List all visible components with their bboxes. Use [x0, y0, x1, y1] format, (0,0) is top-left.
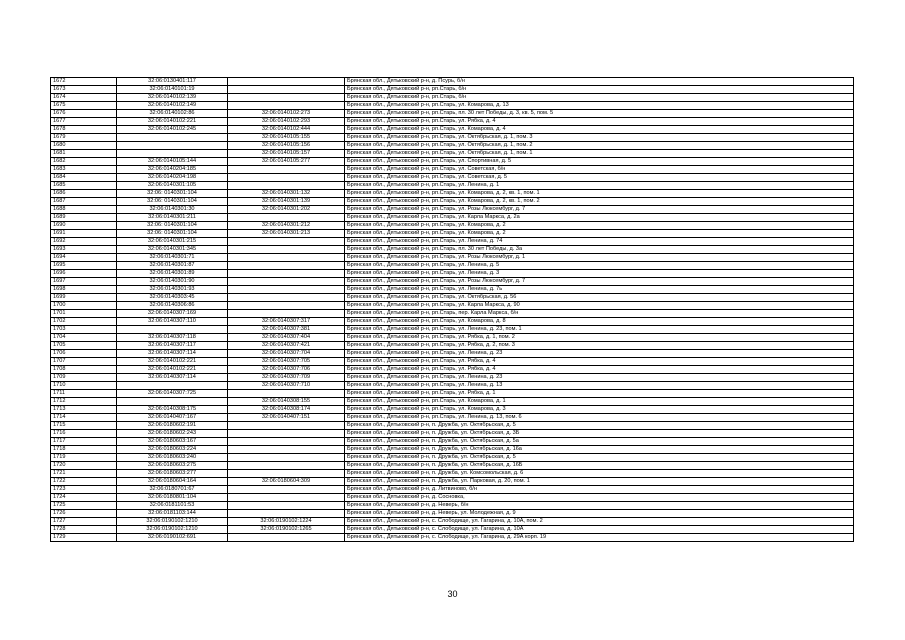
- address-cell: Брянская обл., Дятьковский р-н, рп.Старь, ул. Ленина, д. 23: [345, 374, 854, 382]
- object-cadastral-number-cell: 32:06:0140301:212: [228, 222, 345, 230]
- row-number-cell: 1688: [51, 206, 117, 214]
- address-cell: Брянская обл., Дятьковский р-н, рп.Старь, ул. Октябрьская, д. 56: [345, 294, 854, 302]
- row-number-cell: 1672: [51, 78, 117, 86]
- object-cadastral-number-cell: 32:06:0140308:155: [228, 398, 345, 406]
- cadastral-number-cell: 32:06:0140306:86: [117, 302, 228, 310]
- table-row: [51, 454, 854, 462]
- object-cadastral-number-cell: [228, 262, 345, 270]
- address-cell: Брянская обл., Дятьковский р-н, рп.Старь, ул. Комарова, д. 2: [345, 222, 854, 230]
- object-cadastral-number-cell: 32:06:0140102:273: [228, 110, 345, 118]
- address-cell: Брянская обл., Дятьковский р-н, рп.Старь, ул. Ленина, д. 23, пом. 1: [345, 326, 854, 334]
- address-cell: Брянская обл., Дятьковский р-н, рп.Старь, ул. Спортивная, д. 5: [345, 158, 854, 166]
- object-cadastral-number-cell: [228, 502, 345, 510]
- table-row: [51, 334, 854, 342]
- cadastral-number-cell: 32:06:0140307:114: [117, 350, 228, 358]
- row-number-cell: 1681: [51, 150, 117, 158]
- object-cadastral-number-cell: [228, 166, 345, 174]
- address-cell: Брянская обл., Дятьковский р-н, д. Литвиново, б/н: [345, 486, 854, 494]
- cadastral-number-cell: 32:06:0140102:149: [117, 102, 228, 110]
- object-cadastral-number-cell: [228, 486, 345, 494]
- table-row: [51, 342, 854, 350]
- row-number-cell: 1722: [51, 478, 117, 486]
- row-number-cell: 1716: [51, 430, 117, 438]
- address-cell: Брянская обл., Дятьковский р-н, рп.Старь, ул. Комарова, д. 2, кв. 1, пом. 2: [345, 198, 854, 206]
- row-number-cell: 1683: [51, 166, 117, 174]
- table-row: [51, 142, 854, 150]
- cadastral-number-cell: 32:06:0140301:71: [117, 254, 228, 262]
- address-cell: Брянская обл., Дятьковский р-н, рп.Старь, ул. Комарова, д. 2, кв. 1, пом. 1: [345, 190, 854, 198]
- cadastral-number-cell: 32:06:0140204:185: [117, 166, 228, 174]
- row-number-cell: 1689: [51, 214, 117, 222]
- cadastral-number-cell: 32:06:0180604:164: [117, 478, 228, 486]
- table-row: [51, 470, 854, 478]
- table-row: [51, 526, 854, 534]
- cadastral-number-cell: 32:06:0140307:117: [117, 342, 228, 350]
- object-cadastral-number-cell: 32:06:0140307:317: [228, 318, 345, 326]
- cadastral-number-cell: 32:06:0190102:1210: [117, 526, 228, 534]
- row-number-cell: 1691: [51, 230, 117, 238]
- object-cadastral-number-cell: 32:06:0140301:202: [228, 206, 345, 214]
- table-row: [51, 190, 854, 198]
- row-number-cell: 1719: [51, 454, 117, 462]
- row-number-cell: 1673: [51, 86, 117, 94]
- cadastral-number-cell: 32:06:0181103:144: [117, 510, 228, 518]
- cadastral-number-cell: 32:06:0181101:53: [117, 502, 228, 510]
- row-number-cell: 1692: [51, 238, 117, 246]
- row-number-cell: 1700: [51, 302, 117, 310]
- cadastral-number-cell: 32:06:0140102:221: [117, 358, 228, 366]
- row-number-cell: 1680: [51, 142, 117, 150]
- object-cadastral-number-cell: [228, 86, 345, 94]
- table-row: [51, 510, 854, 518]
- object-cadastral-number-cell: [228, 422, 345, 430]
- address-cell: Брянская обл., Дятьковский р-н, рп.Старь, ул. Ленина, д. 3: [345, 270, 854, 278]
- table-row: [51, 94, 854, 102]
- object-cadastral-number-cell: 32:06:0140307:709: [228, 374, 345, 382]
- object-cadastral-number-cell: [228, 254, 345, 262]
- object-cadastral-number-cell: 32:06:0140301:132: [228, 190, 345, 198]
- address-cell: Брянская обл., Дятьковский р-н, рп.Старь, ул. Розы Люксембург, д. 1: [345, 254, 854, 262]
- row-number-cell: 1724: [51, 494, 117, 502]
- cadastral-number-cell: 32:06:0180701:67: [117, 486, 228, 494]
- row-number-cell: 1712: [51, 398, 117, 406]
- object-cadastral-number-cell: [228, 278, 345, 286]
- row-number-cell: 1696: [51, 270, 117, 278]
- cadastral-number-cell: 32:06:0140308:175: [117, 406, 228, 414]
- address-cell: Брянская обл., Дятьковский р-н, рп.Старь, ул. Комарова, д. 2: [345, 230, 854, 238]
- page-number: 30: [447, 589, 458, 599]
- cadastral-number-cell: 32:06:0140307:725: [117, 390, 228, 398]
- object-cadastral-number-cell: [228, 390, 345, 398]
- object-cadastral-number-cell: 32:06:0140301:139: [228, 198, 345, 206]
- table-row: [51, 358, 854, 366]
- table-row: [51, 270, 854, 278]
- address-cell: Брянская обл., Дятьковский р-н, рп.Старь, б/н: [345, 94, 854, 102]
- cadastral-number-cell: 32:06: 0140301:104: [117, 230, 228, 238]
- object-cadastral-number-cell: [228, 182, 345, 190]
- table-row: [51, 502, 854, 510]
- row-number-cell: 1729: [51, 534, 117, 542]
- table-row: [51, 406, 854, 414]
- address-cell: Брянская обл., Дятьковский р-н, рп.Старь, ул. Ленина, д. 13, пом. 6: [345, 414, 854, 422]
- address-cell: Брянская обл., Дятьковский р-н, с. Слободище, ул. Гагарина, д. 10А: [345, 526, 854, 534]
- cadastral-number-cell: 32:06:0140407:167: [117, 414, 228, 422]
- object-cadastral-number-cell: 32:06:0140308:174: [228, 406, 345, 414]
- table-row: [51, 446, 854, 454]
- address-cell: Брянская обл., Дятьковский р-н, рп.Старь, пл. 30 лет Победы, д. 3, кв. 5, пом. 5: [345, 110, 854, 118]
- cadastral-number-cell: 32:06:0180603:224: [117, 446, 228, 454]
- address-cell: Брянская обл., Дятьковский р-н, рп.Старь, пер. Карла Маркса, б/н: [345, 310, 854, 318]
- object-cadastral-number-cell: [228, 454, 345, 462]
- address-cell: Брянская обл., Дятьковский р-н, д. Неверь, ул. Молодежная, д. 9: [345, 510, 854, 518]
- object-cadastral-number-cell: 32:06:0140307:421: [228, 342, 345, 350]
- cadastral-number-cell: 32:06:0180602:243: [117, 430, 228, 438]
- address-cell: Брянская обл., Дятьковский р-н, рп.Старь, ул. Рябка, д. 1: [345, 390, 854, 398]
- cadastral-number-cell: 32:06: 0140301:104: [117, 190, 228, 198]
- cadastral-number-cell: [117, 398, 228, 406]
- object-cadastral-number-cell: [228, 270, 345, 278]
- cadastral-number-cell: 32:06:0140301:30: [117, 206, 228, 214]
- cadastral-number-cell: 32:06:0140301:87: [117, 262, 228, 270]
- object-cadastral-number-cell: [228, 214, 345, 222]
- object-cadastral-number-cell: [228, 438, 345, 446]
- row-number-cell: 1721: [51, 470, 117, 478]
- table-row: [51, 118, 854, 126]
- table-row: [51, 518, 854, 526]
- table-row: [51, 166, 854, 174]
- table-row: [51, 262, 854, 270]
- table-row: [51, 430, 854, 438]
- address-cell: Брянская обл., Дятьковский р-н, рп.Старь, ул. Советская, б/н: [345, 166, 854, 174]
- address-cell: Брянская обл., Дятьковский р-н, рп.Старь, ул. Комарова, д. 4: [345, 126, 854, 134]
- cadastral-number-cell: 32:06:0140301:90: [117, 278, 228, 286]
- cadastral-number-cell: [117, 150, 228, 158]
- cadastral-number-cell: 32:06:0140307:118: [117, 334, 228, 342]
- row-number-cell: 1711: [51, 390, 117, 398]
- row-number-cell: 1674: [51, 94, 117, 102]
- row-number-cell: 1686: [51, 190, 117, 198]
- table-row: [51, 254, 854, 262]
- row-number-cell: 1704: [51, 334, 117, 342]
- table-row: [51, 246, 854, 254]
- object-cadastral-number-cell: [228, 310, 345, 318]
- address-cell: Брянская обл., Дятьковский р-н, рп.Старь, ул. Рябка, д. 4: [345, 118, 854, 126]
- object-cadastral-number-cell: 32:06:0140105:277: [228, 158, 345, 166]
- cadastral-number-cell: 32:06:0140301:89: [117, 270, 228, 278]
- object-cadastral-number-cell: 32:06:0140105:156: [228, 142, 345, 150]
- object-cadastral-number-cell: [228, 462, 345, 470]
- table-row: [51, 294, 854, 302]
- cadastral-number-cell: 32:06:0140101:19: [117, 86, 228, 94]
- cadastral-number-cell: [117, 134, 228, 142]
- cadastral-number-cell: 32:06:0180603:275: [117, 462, 228, 470]
- address-cell: Брянская обл., Дятьковский р-н, рп.Старь, ул. Комарова, д. 8: [345, 318, 854, 326]
- table-row: [51, 422, 854, 430]
- row-number-cell: 1708: [51, 366, 117, 374]
- address-cell: Брянская обл., Дятьковский р-н, рп.Старь, ул. Ленина, д. 74: [345, 238, 854, 246]
- object-cadastral-number-cell: [228, 246, 345, 254]
- object-cadastral-number-cell: [228, 78, 345, 86]
- table-row: [51, 326, 854, 334]
- address-cell: Брянская обл., Дятьковский р-н, рп.Старь, ул. Ленина, д. 1: [345, 182, 854, 190]
- row-number-cell: 1723: [51, 486, 117, 494]
- table-row: [51, 198, 854, 206]
- table-row: [51, 438, 854, 446]
- table-row: [51, 102, 854, 110]
- row-number-cell: 1705: [51, 342, 117, 350]
- object-cadastral-number-cell: 32:06:0140301:213: [228, 230, 345, 238]
- object-cadastral-number-cell: [228, 302, 345, 310]
- cadastral-number-cell: 32:06:0180603:240: [117, 454, 228, 462]
- address-cell: Брянская обл., Дятьковский р-н, рп.Старь, ул. Рябка, д. 2, пом. 3: [345, 342, 854, 350]
- table-row: [51, 462, 854, 470]
- object-cadastral-number-cell: 32:06:0190102:1224: [228, 518, 345, 526]
- table-row: [51, 78, 854, 86]
- table-row: [51, 366, 854, 374]
- object-cadastral-number-cell: [228, 238, 345, 246]
- table-row: [51, 174, 854, 182]
- table-row: [51, 278, 854, 286]
- address-cell: Брянская обл., Дятьковский р-н, рп.Старь, ул. Ленина, д. 5: [345, 262, 854, 270]
- address-cell: Брянская обл., Дятьковский р-н, рп.Старь, ул. Рябка, д. 4: [345, 366, 854, 374]
- object-cadastral-number-cell: 32:06:0140102:293: [228, 118, 345, 126]
- table-row: [51, 382, 854, 390]
- address-cell: Брянская обл., Дятьковский р-н, рп.Старь, ул. Комарова, д. 13: [345, 102, 854, 110]
- table-row: [51, 222, 854, 230]
- cadastral-number-cell: 32:06:0140307:114: [117, 374, 228, 382]
- cadastral-number-cell: 32:06:0140303:45: [117, 294, 228, 302]
- row-number-cell: 1727: [51, 518, 117, 526]
- row-number-cell: 1701: [51, 310, 117, 318]
- cadastral-number-cell: 32:06:0180602:191: [117, 422, 228, 430]
- row-number-cell: 1726: [51, 510, 117, 518]
- address-cell: Брянская обл., Дятьковский р-н, рп.Старь, ул. Комарова, д. 1: [345, 398, 854, 406]
- cadastral-number-cell: 32:06:0140301:105: [117, 182, 228, 190]
- cadastral-number-cell: 32:06: 0140301:104: [117, 198, 228, 206]
- table-row: [51, 398, 854, 406]
- row-number-cell: 1684: [51, 174, 117, 182]
- address-cell: Брянская обл., Дятьковский р-н, рп.Старь, ул. Октябрьская, д. 1, пом. 1: [345, 150, 854, 158]
- object-cadastral-number-cell: 32:06:0140307:710: [228, 382, 345, 390]
- table-row: [51, 350, 854, 358]
- row-number-cell: 1690: [51, 222, 117, 230]
- address-cell: Брянская обл., Дятьковский р-н, рп.Старь, б/н: [345, 86, 854, 94]
- table-row: [51, 390, 854, 398]
- register-table: [50, 77, 854, 542]
- row-number-cell: 1678: [51, 126, 117, 134]
- cadastral-number-cell: 32:06:0190102:691: [117, 534, 228, 542]
- cadastral-number-cell: 32:06:0140102:86: [117, 110, 228, 118]
- table-row: [51, 182, 854, 190]
- address-cell: Брянская обл., Дятьковский р-н, п. Дружба, ул. Октябрьская, д. 5а: [345, 438, 854, 446]
- table-row: [51, 302, 854, 310]
- table-row: [51, 86, 854, 94]
- object-cadastral-number-cell: [228, 94, 345, 102]
- object-cadastral-number-cell: 32:06:0140307:404: [228, 334, 345, 342]
- cadastral-number-cell: [117, 142, 228, 150]
- address-cell: Брянская обл., Дятьковский р-н, с. Слободище, ул. Гагарина, д. 29А корп. 19: [345, 534, 854, 542]
- object-cadastral-number-cell: 32:06:0140307:706: [228, 366, 345, 374]
- cadastral-number-cell: 32:06:0180603:167: [117, 438, 228, 446]
- row-number-cell: 1697: [51, 278, 117, 286]
- row-number-cell: 1693: [51, 246, 117, 254]
- address-cell: Брянская обл., Дятьковский р-н, д. Неверь, б/н: [345, 502, 854, 510]
- address-cell: Брянская обл., Дятьковский р-н, рп.Старь, ул. Карла Маркса, д. 2а: [345, 214, 854, 222]
- address-cell: Брянская обл., Дятьковский р-н, рп.Старь, ул. Карла Маркса, д. 90: [345, 302, 854, 310]
- cadastral-number-cell: 32:06:0140102:221: [117, 118, 228, 126]
- address-cell: Брянская обл., Дятьковский р-н, рп.Старь, ул. Розы Люксембург, д. 7: [345, 278, 854, 286]
- row-number-cell: 1702: [51, 318, 117, 326]
- object-cadastral-number-cell: 32:06:0190102:1265: [228, 526, 345, 534]
- cadastral-number-cell: 32:06: 0140301:104: [117, 222, 228, 230]
- table-row: [51, 214, 854, 222]
- row-number-cell: 1698: [51, 286, 117, 294]
- object-cadastral-number-cell: 32:06:0180604:309: [228, 478, 345, 486]
- row-number-cell: 1682: [51, 158, 117, 166]
- row-number-cell: 1675: [51, 102, 117, 110]
- object-cadastral-number-cell: [228, 102, 345, 110]
- register-table-body: [51, 78, 854, 542]
- row-number-cell: 1703: [51, 326, 117, 334]
- cadastral-number-cell: 32:06:0180603:277: [117, 470, 228, 478]
- row-number-cell: 1695: [51, 262, 117, 270]
- cadastral-number-cell: 32:06:0140301:345: [117, 246, 228, 254]
- cadastral-number-cell: 32:06:0140301:211: [117, 214, 228, 222]
- cadastral-number-cell: 32:06:0140307:169: [117, 310, 228, 318]
- address-cell: Брянская обл., Дятьковский р-н, рп.Старь, ул. Октябрьская, д. 1, пом. 2: [345, 142, 854, 150]
- row-number-cell: 1687: [51, 198, 117, 206]
- address-cell: Брянская обл., Дятьковский р-н, рп.Старь, пл. 30 лет Победы, д. 3а: [345, 246, 854, 254]
- object-cadastral-number-cell: 32:06:0140102:444: [228, 126, 345, 134]
- address-cell: Брянская обл., Дятьковский р-н, д. Псурь, б/н: [345, 78, 854, 86]
- address-cell: Брянская обл., Дятьковский р-н, п. Дружба, ул. Октябрьская, д. 16Б: [345, 462, 854, 470]
- row-number-cell: 1709: [51, 374, 117, 382]
- cadastral-number-cell: 32:06:0140301:93: [117, 286, 228, 294]
- table-row: [51, 414, 854, 422]
- address-cell: Брянская обл., Дятьковский р-н, п. Дружба, ул. Октябрьская, д. 5: [345, 454, 854, 462]
- table-row: [51, 206, 854, 214]
- cadastral-number-cell: 32:06:0130401:117: [117, 78, 228, 86]
- cadastral-number-cell: 32:06:0180801:104: [117, 494, 228, 502]
- table-row: [51, 126, 854, 134]
- row-number-cell: 1725: [51, 502, 117, 510]
- cadastral-number-cell: 32:06:0140102:221: [117, 366, 228, 374]
- address-cell: Брянская обл., Дятьковский р-н, рп.Старь, ул. Ленина, д. 7ь: [345, 286, 854, 294]
- object-cadastral-number-cell: [228, 470, 345, 478]
- address-cell: Брянская обл., Дятьковский р-н, д. Сосновка,: [345, 494, 854, 502]
- table-row: [51, 286, 854, 294]
- address-cell: Брянская обл., Дятьковский р-н, рп.Старь, ул. Рябка, д. 1, пом. 2: [345, 334, 854, 342]
- address-cell: Брянская обл., Дятьковский р-н, рп.Старь, ул. Ленина, д. 23: [345, 350, 854, 358]
- address-cell: Брянская обл., Дятьковский р-н, п. Дружба, ул. Комсомольская, д. 6: [345, 470, 854, 478]
- address-cell: Брянская обл., Дятьковский р-н, рп.Старь, ул. Рябка, д. 4: [345, 358, 854, 366]
- row-number-cell: 1718: [51, 446, 117, 454]
- object-cadastral-number-cell: 32:06:0140307:381: [228, 326, 345, 334]
- table-row: [51, 158, 854, 166]
- address-cell: Брянская обл., Дятьковский р-н, рп.Старь, ул. Советская, д. 5: [345, 174, 854, 182]
- object-cadastral-number-cell: [228, 494, 345, 502]
- table-row: [51, 110, 854, 118]
- object-cadastral-number-cell: [228, 534, 345, 542]
- cadastral-number-cell: 32:06:0140301:215: [117, 238, 228, 246]
- row-number-cell: 1699: [51, 294, 117, 302]
- cadastral-number-cell: 32:06:0190102:1210: [117, 518, 228, 526]
- table-row: [51, 150, 854, 158]
- row-number-cell: 1676: [51, 110, 117, 118]
- cadastral-number-cell: 32:06:0140204:198: [117, 174, 228, 182]
- row-number-cell: 1677: [51, 118, 117, 126]
- cadastral-number-cell: [117, 382, 228, 390]
- row-number-cell: 1707: [51, 358, 117, 366]
- table-row: [51, 494, 854, 502]
- row-number-cell: 1685: [51, 182, 117, 190]
- table-row: [51, 134, 854, 142]
- table-row: [51, 486, 854, 494]
- address-cell: Брянская обл., Дятьковский р-н, рп.Старь, ул. Ленина, д. 13: [345, 382, 854, 390]
- table-row: [51, 238, 854, 246]
- cadastral-number-cell: [117, 326, 228, 334]
- table-row: [51, 534, 854, 542]
- table-row: [51, 478, 854, 486]
- address-cell: Брянская обл., Дятьковский р-н, с. Слободище, ул. Гагарина, д. 10А, пом. 2: [345, 518, 854, 526]
- object-cadastral-number-cell: 32:06:0140307:705: [228, 358, 345, 366]
- cadastral-number-cell: 32:06:0140102:139: [117, 94, 228, 102]
- object-cadastral-number-cell: 32:06:0140407:151: [228, 414, 345, 422]
- object-cadastral-number-cell: 32:06:0140105:157: [228, 150, 345, 158]
- object-cadastral-number-cell: [228, 430, 345, 438]
- address-cell: Брянская обл., Дятьковский р-н, рп.Старь, ул. Розы Люксембург, д. 7: [345, 206, 854, 214]
- address-cell: Брянская обл., Дятьковский р-н, п. Дружба, ул. Парковая, д. 20, пом. 1: [345, 478, 854, 486]
- address-cell: Брянская обл., Дятьковский р-н, рп.Старь, ул. Комарова, д. 3: [345, 406, 854, 414]
- object-cadastral-number-cell: 32:06:0140307:704: [228, 350, 345, 358]
- object-cadastral-number-cell: 32:06:0140105:155: [228, 134, 345, 142]
- object-cadastral-number-cell: [228, 294, 345, 302]
- cadastral-number-cell: 32:06:0140105:144: [117, 158, 228, 166]
- row-number-cell: 1710: [51, 382, 117, 390]
- address-cell: Брянская обл., Дятьковский р-н, п. Дружба, ул. Октябрьская, д. 16а: [345, 446, 854, 454]
- row-number-cell: 1720: [51, 462, 117, 470]
- row-number-cell: 1679: [51, 134, 117, 142]
- row-number-cell: 1728: [51, 526, 117, 534]
- object-cadastral-number-cell: [228, 446, 345, 454]
- address-cell: Брянская обл., Дятьковский р-н, п. Дружба, ул. Октябрьская, д. 3Б: [345, 430, 854, 438]
- address-cell: Брянская обл., Дятьковский р-н, рп.Старь, ул. Октябрьская, д. 1, пом. 3: [345, 134, 854, 142]
- row-number-cell: 1706: [51, 350, 117, 358]
- table-row: [51, 374, 854, 382]
- cadastral-number-cell: 32:06:0140102:245: [117, 126, 228, 134]
- object-cadastral-number-cell: [228, 174, 345, 182]
- cadastral-number-cell: 32:06:0140307:110: [117, 318, 228, 326]
- address-cell: Брянская обл., Дятьковский р-н, п. Дружба, ул. Октябрьская, д. 5: [345, 422, 854, 430]
- row-number-cell: 1714: [51, 414, 117, 422]
- row-number-cell: 1717: [51, 438, 117, 446]
- row-number-cell: 1715: [51, 422, 117, 430]
- object-cadastral-number-cell: [228, 510, 345, 518]
- table-row: [51, 310, 854, 318]
- row-number-cell: 1713: [51, 406, 117, 414]
- row-number-cell: 1694: [51, 254, 117, 262]
- table-row: [51, 230, 854, 238]
- table-row: [51, 318, 854, 326]
- object-cadastral-number-cell: [228, 286, 345, 294]
